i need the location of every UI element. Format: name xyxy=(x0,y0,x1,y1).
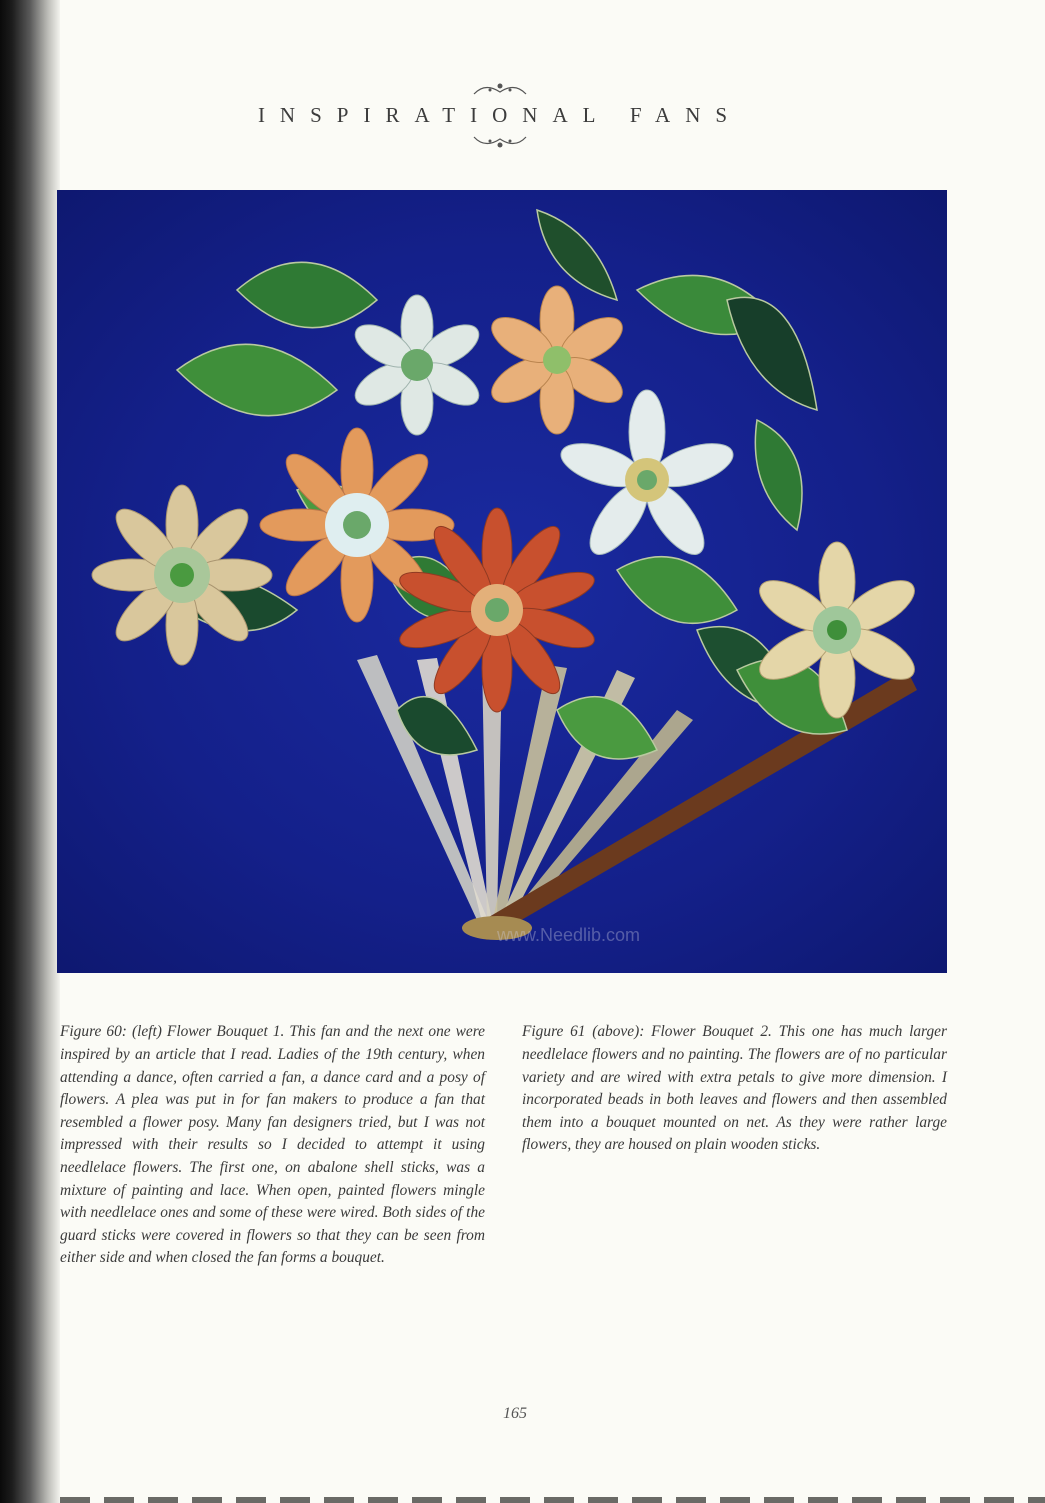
book-spine-shadow xyxy=(0,0,60,1503)
page-bottom-edge xyxy=(60,1497,1045,1503)
flower-white-right xyxy=(556,390,738,563)
running-head: INSPIRATIONAL FANS xyxy=(257,103,743,127)
caption-figure-61: Figure 61 (above): Flower Bouquet 2. This one has much larger needlelace flowers and no painting. The flowers are of no particular variety and are wired with extra petals to give more dimension. I incorporated beads in both leaves and flowers and then assembled them into a bouquet mounted on net. As they were rather large flowers, they are housed on plain wooden sticks. xyxy=(522,1023,947,1154)
flower-far-left xyxy=(92,485,272,665)
flower-white-top xyxy=(348,295,485,435)
top-ornament-icon xyxy=(470,80,530,98)
fan-photograph xyxy=(57,190,947,973)
page-number: 165 xyxy=(503,1405,527,1422)
bottom-ornament-icon xyxy=(470,133,530,151)
watermark-text: www.Needlib.com xyxy=(497,925,641,945)
caption-figure-60: Figure 60: (left) Flower Bouquet 1. This fan and the next one were inspired by an article that I read. Ladies of the 19th century, when attending a dance, often carried a fan, a dance card and a posy of flowers. A plea was put in for fan makers to produce a fan that resembled a flower posy. Many fan designers tried, but I was not impressed with their results so I decided to attempt it using needlelace flowers. The first one, on abalone shell sticks, was a mixture of painting and lace. When open, painted flowers mingle with needlelace ones and some of these were wired. Both sides of the guard sticks were covered in flowers so that they can be seen from either side and when closed the fan forms a bouquet. xyxy=(60,1023,485,1267)
flower-orange-top xyxy=(484,286,629,434)
